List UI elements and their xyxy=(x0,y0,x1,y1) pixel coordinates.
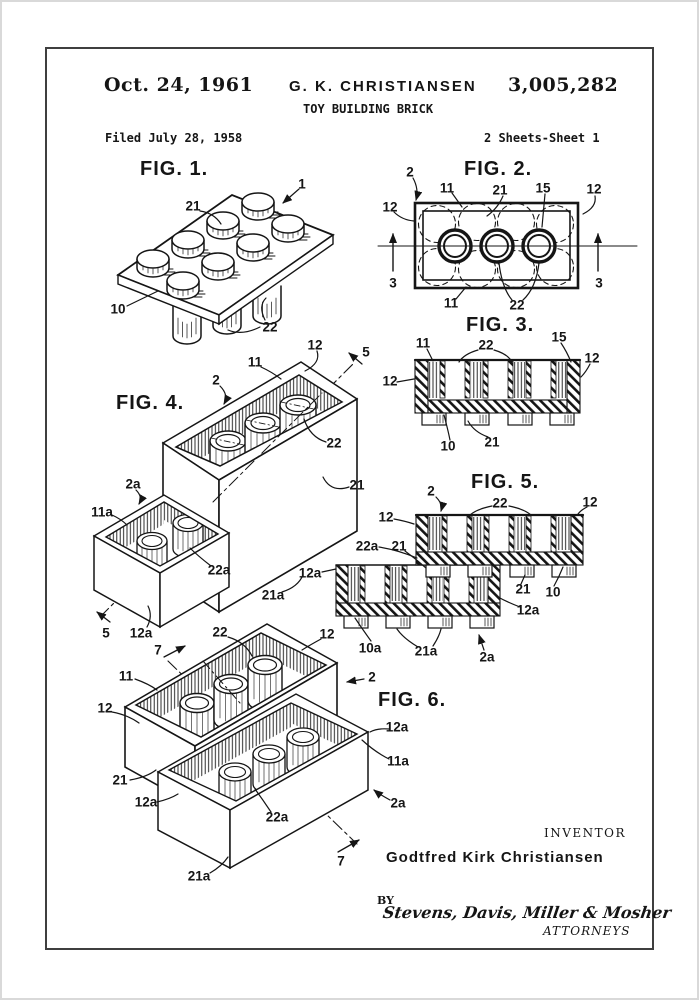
ref-numeral-fig6-12: 12 xyxy=(97,700,113,716)
ref-numeral-fig6-7: 7 xyxy=(337,853,345,869)
ref-numeral-fig5-12a: 12a xyxy=(516,602,540,618)
ref-numeral-fig6-21: 21 xyxy=(112,772,128,788)
figure-label-fig2: FIG. 2. xyxy=(464,158,533,180)
ref-numeral-fig3-12: 12 xyxy=(584,350,600,366)
ref-numeral-fig5-12a: 12a xyxy=(298,565,322,581)
ref-numeral-fig6-11a: 11a xyxy=(387,753,409,769)
ref-numeral-fig2-11: 11 xyxy=(443,295,459,311)
inventor-heading: INVENTOR xyxy=(544,826,627,840)
ref-numeral-fig4-11a: 11a xyxy=(91,504,113,520)
ref-numeral-fig3-21: 21 xyxy=(484,434,500,450)
ref-numeral-fig5-10a: 10a xyxy=(358,640,382,656)
ref-numeral-fig4-22a: 22a xyxy=(207,562,231,578)
ref-numeral-fig5-2a: 2a xyxy=(479,649,495,665)
ref-numeral-fig3-22: 22 xyxy=(478,337,494,353)
fig4-art xyxy=(94,351,365,627)
ref-numeral-fig4-21: 21 xyxy=(349,477,365,493)
ref-numeral-fig5-12: 12 xyxy=(582,494,598,510)
fig3-art xyxy=(397,343,590,440)
patent-number: 3,005,282 xyxy=(508,74,619,96)
ref-numeral-fig6-2a: 2a xyxy=(390,795,406,811)
patent-date: Oct. 24, 1961 xyxy=(104,74,254,96)
applicant-name: G. K. CHRISTIANSEN xyxy=(289,78,477,95)
ref-numeral-fig3-15: 15 xyxy=(551,329,567,345)
ref-numeral-fig4-11: 11 xyxy=(247,354,263,370)
ref-numeral-fig6-12a: 12a xyxy=(385,719,409,735)
ref-numeral-fig2-15: 15 xyxy=(535,180,551,196)
ref-numeral-fig6-21a: 21a xyxy=(187,868,211,884)
ref-numeral-fig4-5: 5 xyxy=(102,625,110,641)
ref-numeral-fig2-12: 12 xyxy=(382,199,398,215)
ref-numeral-fig2-11: 11 xyxy=(439,180,455,196)
ref-numeral-fig1-10: 10 xyxy=(110,301,126,317)
filed-date: Filed July 28, 1958 xyxy=(105,131,243,145)
fig2-art xyxy=(378,178,637,300)
figure-label-fig4: FIG. 4. xyxy=(116,392,185,414)
by-label: BY xyxy=(377,894,394,907)
ref-numeral-fig6-7: 7 xyxy=(154,642,162,658)
ref-numeral-fig5-21: 21 xyxy=(391,538,407,554)
ref-numeral-fig1-1: 1 xyxy=(298,176,306,192)
figure-label-fig3: FIG. 3. xyxy=(466,314,535,336)
figure-label-fig5: FIG. 5. xyxy=(471,471,540,493)
attorneys-label: ATTORNEYS xyxy=(543,924,631,938)
ref-numeral-fig1-21: 21 xyxy=(185,198,201,214)
ref-numeral-fig1-22: 22 xyxy=(262,319,278,335)
ref-numeral-fig5-21a: 21a xyxy=(414,643,438,659)
ref-numeral-fig2-22: 22 xyxy=(509,297,525,313)
ref-numeral-fig5-2: 2 xyxy=(427,483,435,499)
ref-numeral-fig5-22: 22 xyxy=(492,495,508,511)
ref-numeral-fig5-22a: 22a xyxy=(355,538,379,554)
ref-numeral-fig6-11: 11 xyxy=(118,668,134,684)
ref-numeral-fig5-21: 21 xyxy=(515,581,531,597)
ref-numeral-fig4-21a: 21a xyxy=(261,587,285,603)
ref-numeral-fig4-12a: 12a xyxy=(129,625,153,641)
ref-numeral-fig4-5: 5 xyxy=(362,344,370,360)
ref-numeral-fig6-12: 12 xyxy=(319,626,335,642)
figure-label-fig6: FIG. 6. xyxy=(378,689,447,711)
ref-numeral-fig6-22a: 22a xyxy=(265,809,289,825)
ref-numeral-fig2-21: 21 xyxy=(492,182,508,198)
ref-numeral-fig2-2: 2 xyxy=(406,164,414,180)
ref-numeral-fig4-2a: 2a xyxy=(125,476,141,492)
ref-numeral-fig2-3: 3 xyxy=(389,275,397,291)
ref-numeral-fig6-2: 2 xyxy=(368,669,376,685)
ref-numeral-fig2-12: 12 xyxy=(586,181,602,197)
ref-numeral-fig3-10: 10 xyxy=(440,438,456,454)
ref-numeral-fig4-2: 2 xyxy=(212,372,220,388)
attorneys-signature: Stevens, Davis, Miller & Mosher xyxy=(381,903,673,922)
fig5-art xyxy=(322,497,587,650)
sheet-info: 2 Sheets-Sheet 1 xyxy=(484,131,600,145)
fig6-art xyxy=(112,624,390,873)
ref-numeral-fig5-12: 12 xyxy=(378,509,394,525)
ref-numeral-fig3-12: 12 xyxy=(382,373,398,389)
ref-numeral-fig3-11: 11 xyxy=(415,335,431,351)
ref-numeral-fig4-12: 12 xyxy=(307,337,323,353)
ref-numeral-fig2-3: 3 xyxy=(595,275,603,291)
ref-numeral-fig5-10: 10 xyxy=(545,584,561,600)
ref-numeral-fig4-22: 22 xyxy=(326,435,342,451)
inventor-name: Godtfred Kirk Christiansen xyxy=(386,849,604,866)
ref-numeral-fig6-22: 22 xyxy=(212,624,228,640)
fig1-art xyxy=(118,189,333,344)
ref-numeral-fig6-12a: 12a xyxy=(134,794,158,810)
patent-title: TOY BUILDING BRICK xyxy=(303,102,434,116)
figure-label-fig1: FIG. 1. xyxy=(140,158,209,180)
